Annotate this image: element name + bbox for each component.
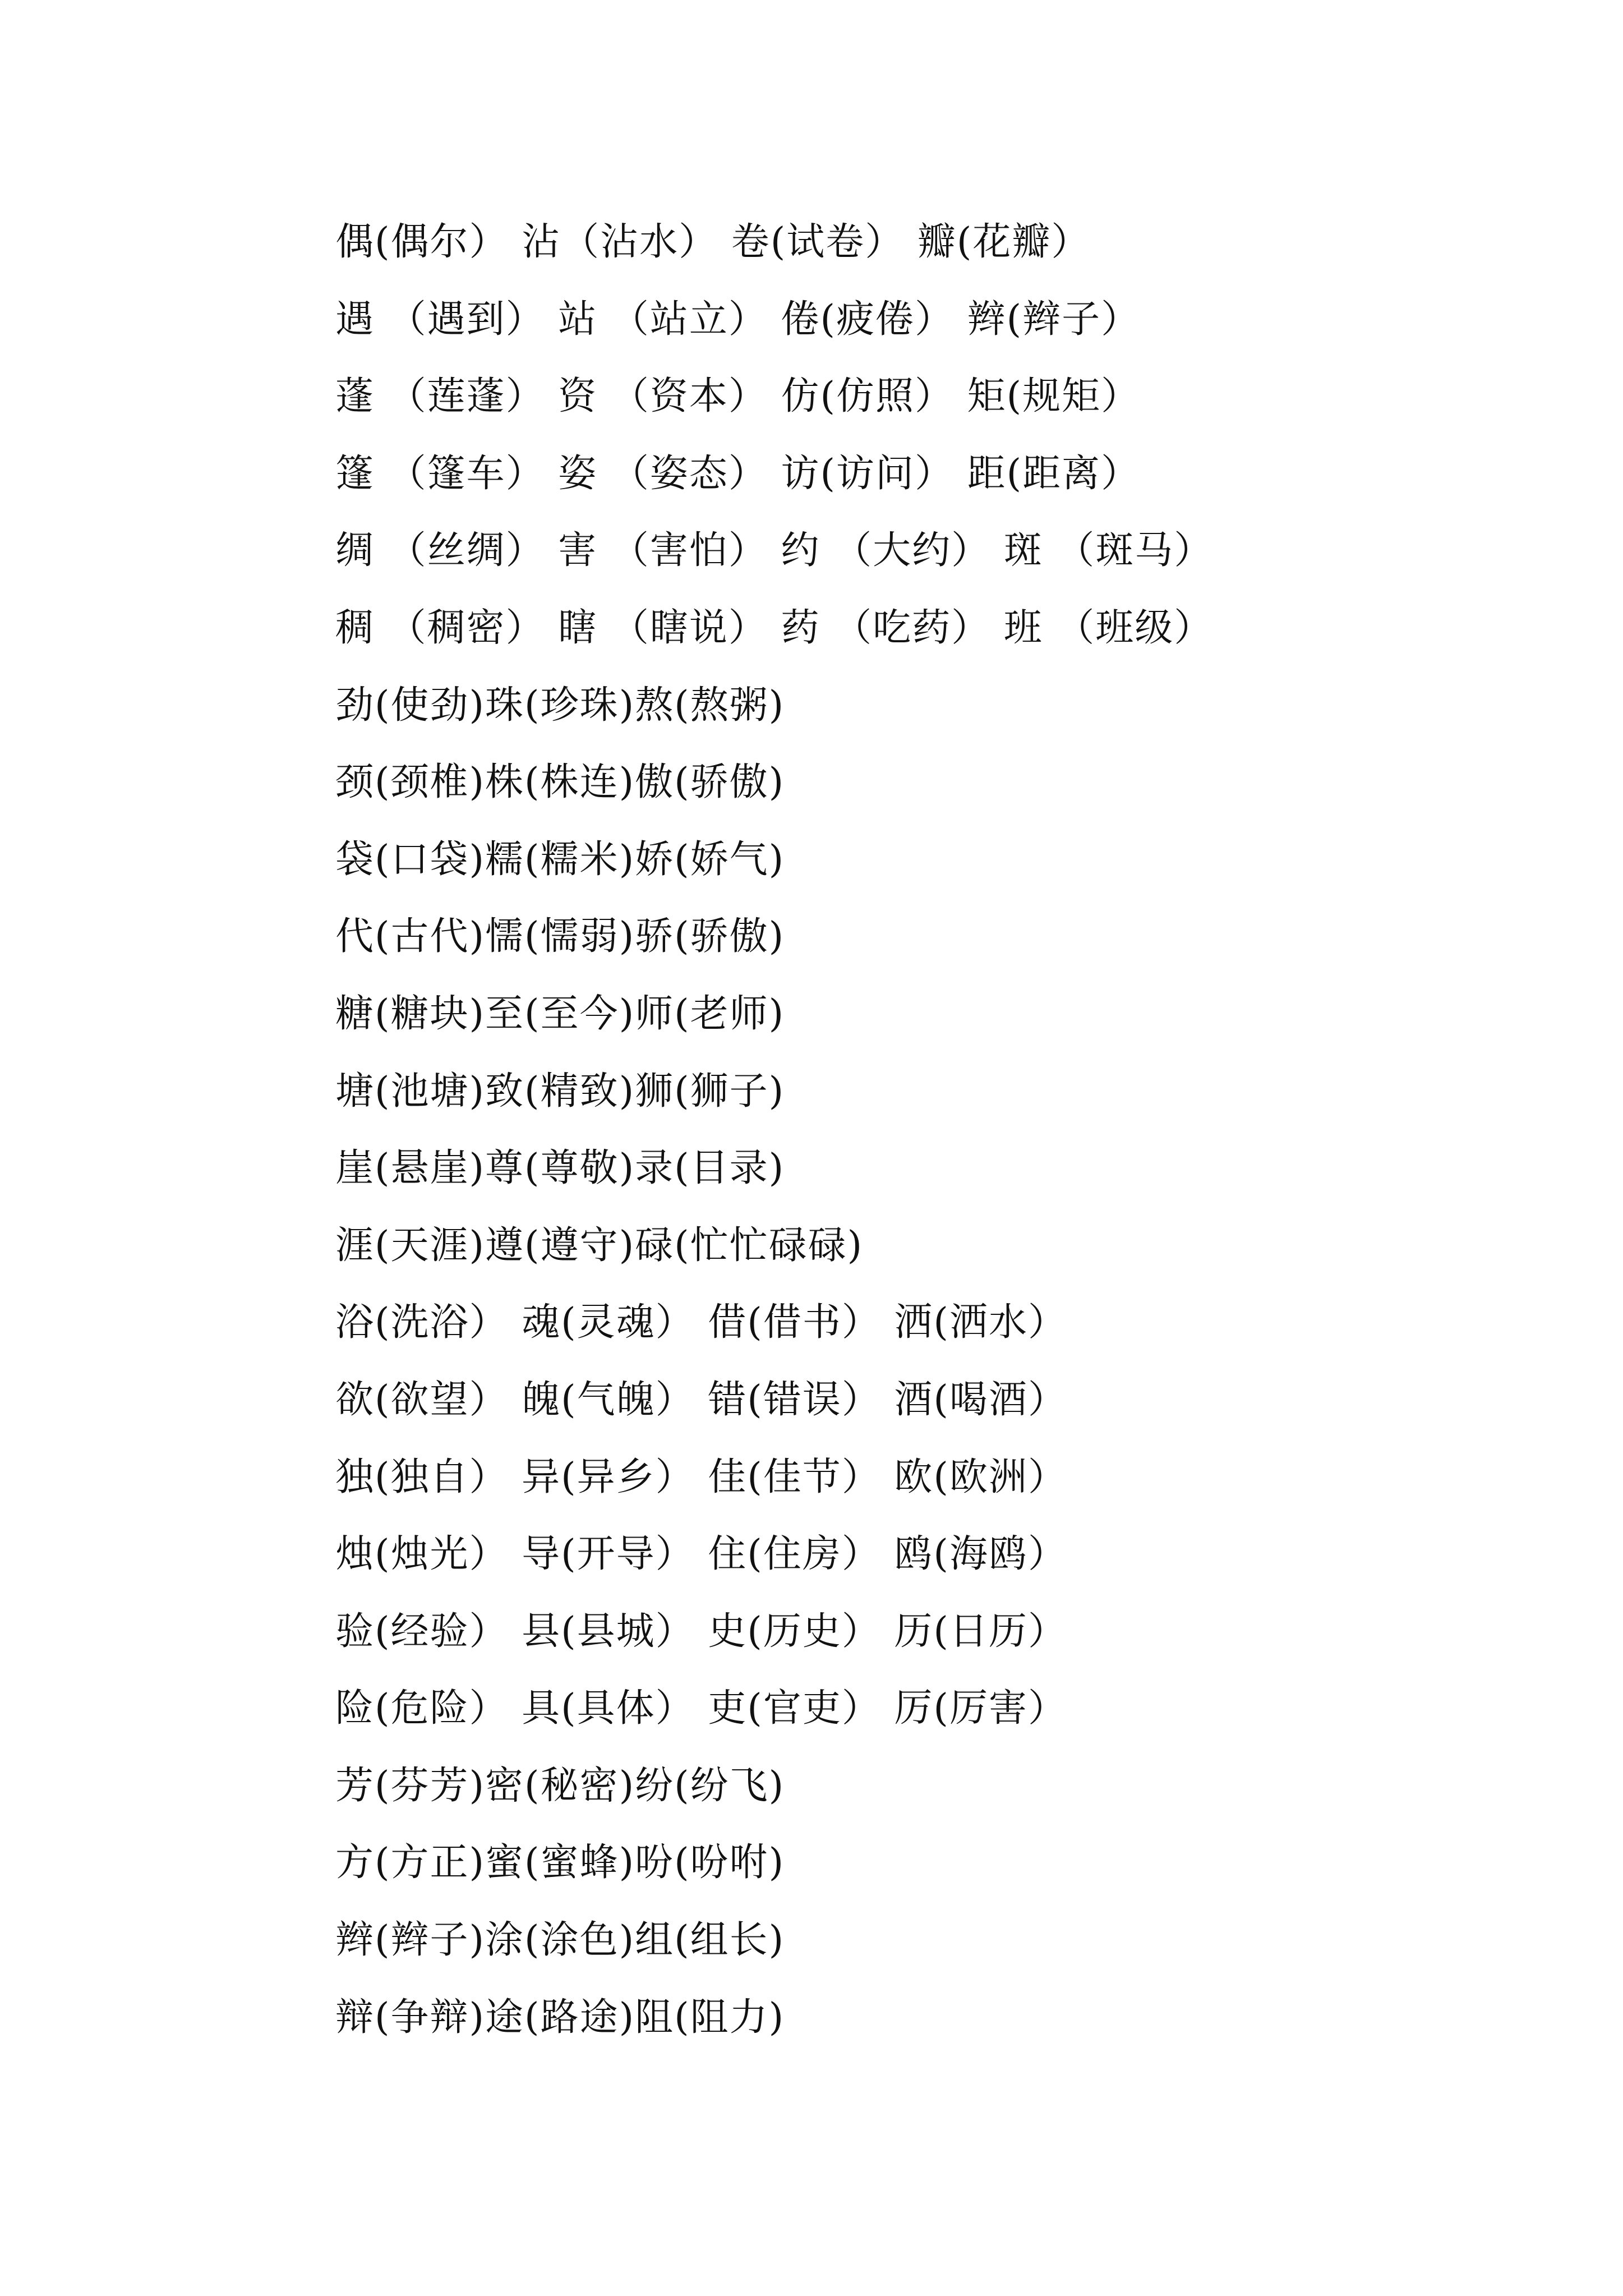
word-pair-line-10: 代(古代)懦(懦弱)骄(骄傲) [335,914,785,959]
word-pair-line-23: 辫(辫子)涂(涂色)组(组长) [335,1918,785,1963]
word-pair-line-6: 稠 （稠密） 瞎 （瞎说） 药 （吃药） 班 （班级） [335,605,1214,650]
word-pair-line-5: 绸 （丝绸） 害 （害怕） 约 （大约） 斑 （斑马） [335,528,1214,573]
word-pair-line-13: 崖(悬崖)尊(尊敬)录(目录) [335,1146,785,1191]
word-pair-line-20: 险(危险） 具(具体） 吏(官吏） 厉(厉害） [335,1686,1067,1731]
word-pair-line-8: 颈(颈椎)株(株连)傲(骄傲) [335,760,785,805]
word-pair-line-3: 蓬 （莲蓬） 资 （资本） 仿(仿照） 矩(规矩） [335,374,1141,419]
word-pair-line-4: 篷 （篷车） 姿 （姿态） 访(访问） 距(距离） [335,451,1141,496]
word-pair-line-17: 独(独自） 异(异乡） 佳(佳节） 欧(欧洲） [335,1455,1067,1499]
word-pair-line-18: 烛(烛光） 导(开导） 住(住房） 鸥(海鸥） [335,1532,1067,1577]
word-pair-line-22: 方(方正)蜜(蜜蜂)吩(吩咐) [335,1841,785,1885]
word-pair-line-11: 糖(糖块)至(至今)师(老师) [335,991,785,1036]
word-pair-line-16: 欲(欲望） 魄(气魄） 错(错误） 酒(喝酒） [335,1377,1067,1422]
word-pair-line-1: 偶(偶尔） 沾（沾水） 卷(试卷） 瓣(花瓣） [335,220,1091,264]
word-pair-line-2: 遇 （遇到） 站 （站立） 倦(疲倦） 辫(辫子） [335,297,1141,342]
word-pair-line-24: 辩(争辩)途(路途)阻(阻力) [335,1995,785,2040]
word-pair-line-14: 涯(天涯)遵(遵守)碌(忙忙碌碌) [335,1223,864,1268]
word-pair-line-9: 袋(口袋)糯(糯米)娇(娇气) [335,837,785,882]
word-pair-line-15: 浴(洗浴） 魂(灵魂） 借(借书） 洒(洒水） [335,1300,1067,1345]
word-pair-line-7: 劲(使劲)珠(珍珠)熬(熬粥) [335,683,785,728]
word-pair-line-12: 塘(池塘)致(精致)狮(狮子) [335,1069,785,1114]
word-pair-list [335,214,1513,2067]
word-pair-line-19: 验(经验） 县(县城） 史(历史） 历(日历） [335,1609,1067,1654]
word-pair-line-21: 芳(芬芳)密(秘密)纷(纷飞) [335,1763,785,1808]
